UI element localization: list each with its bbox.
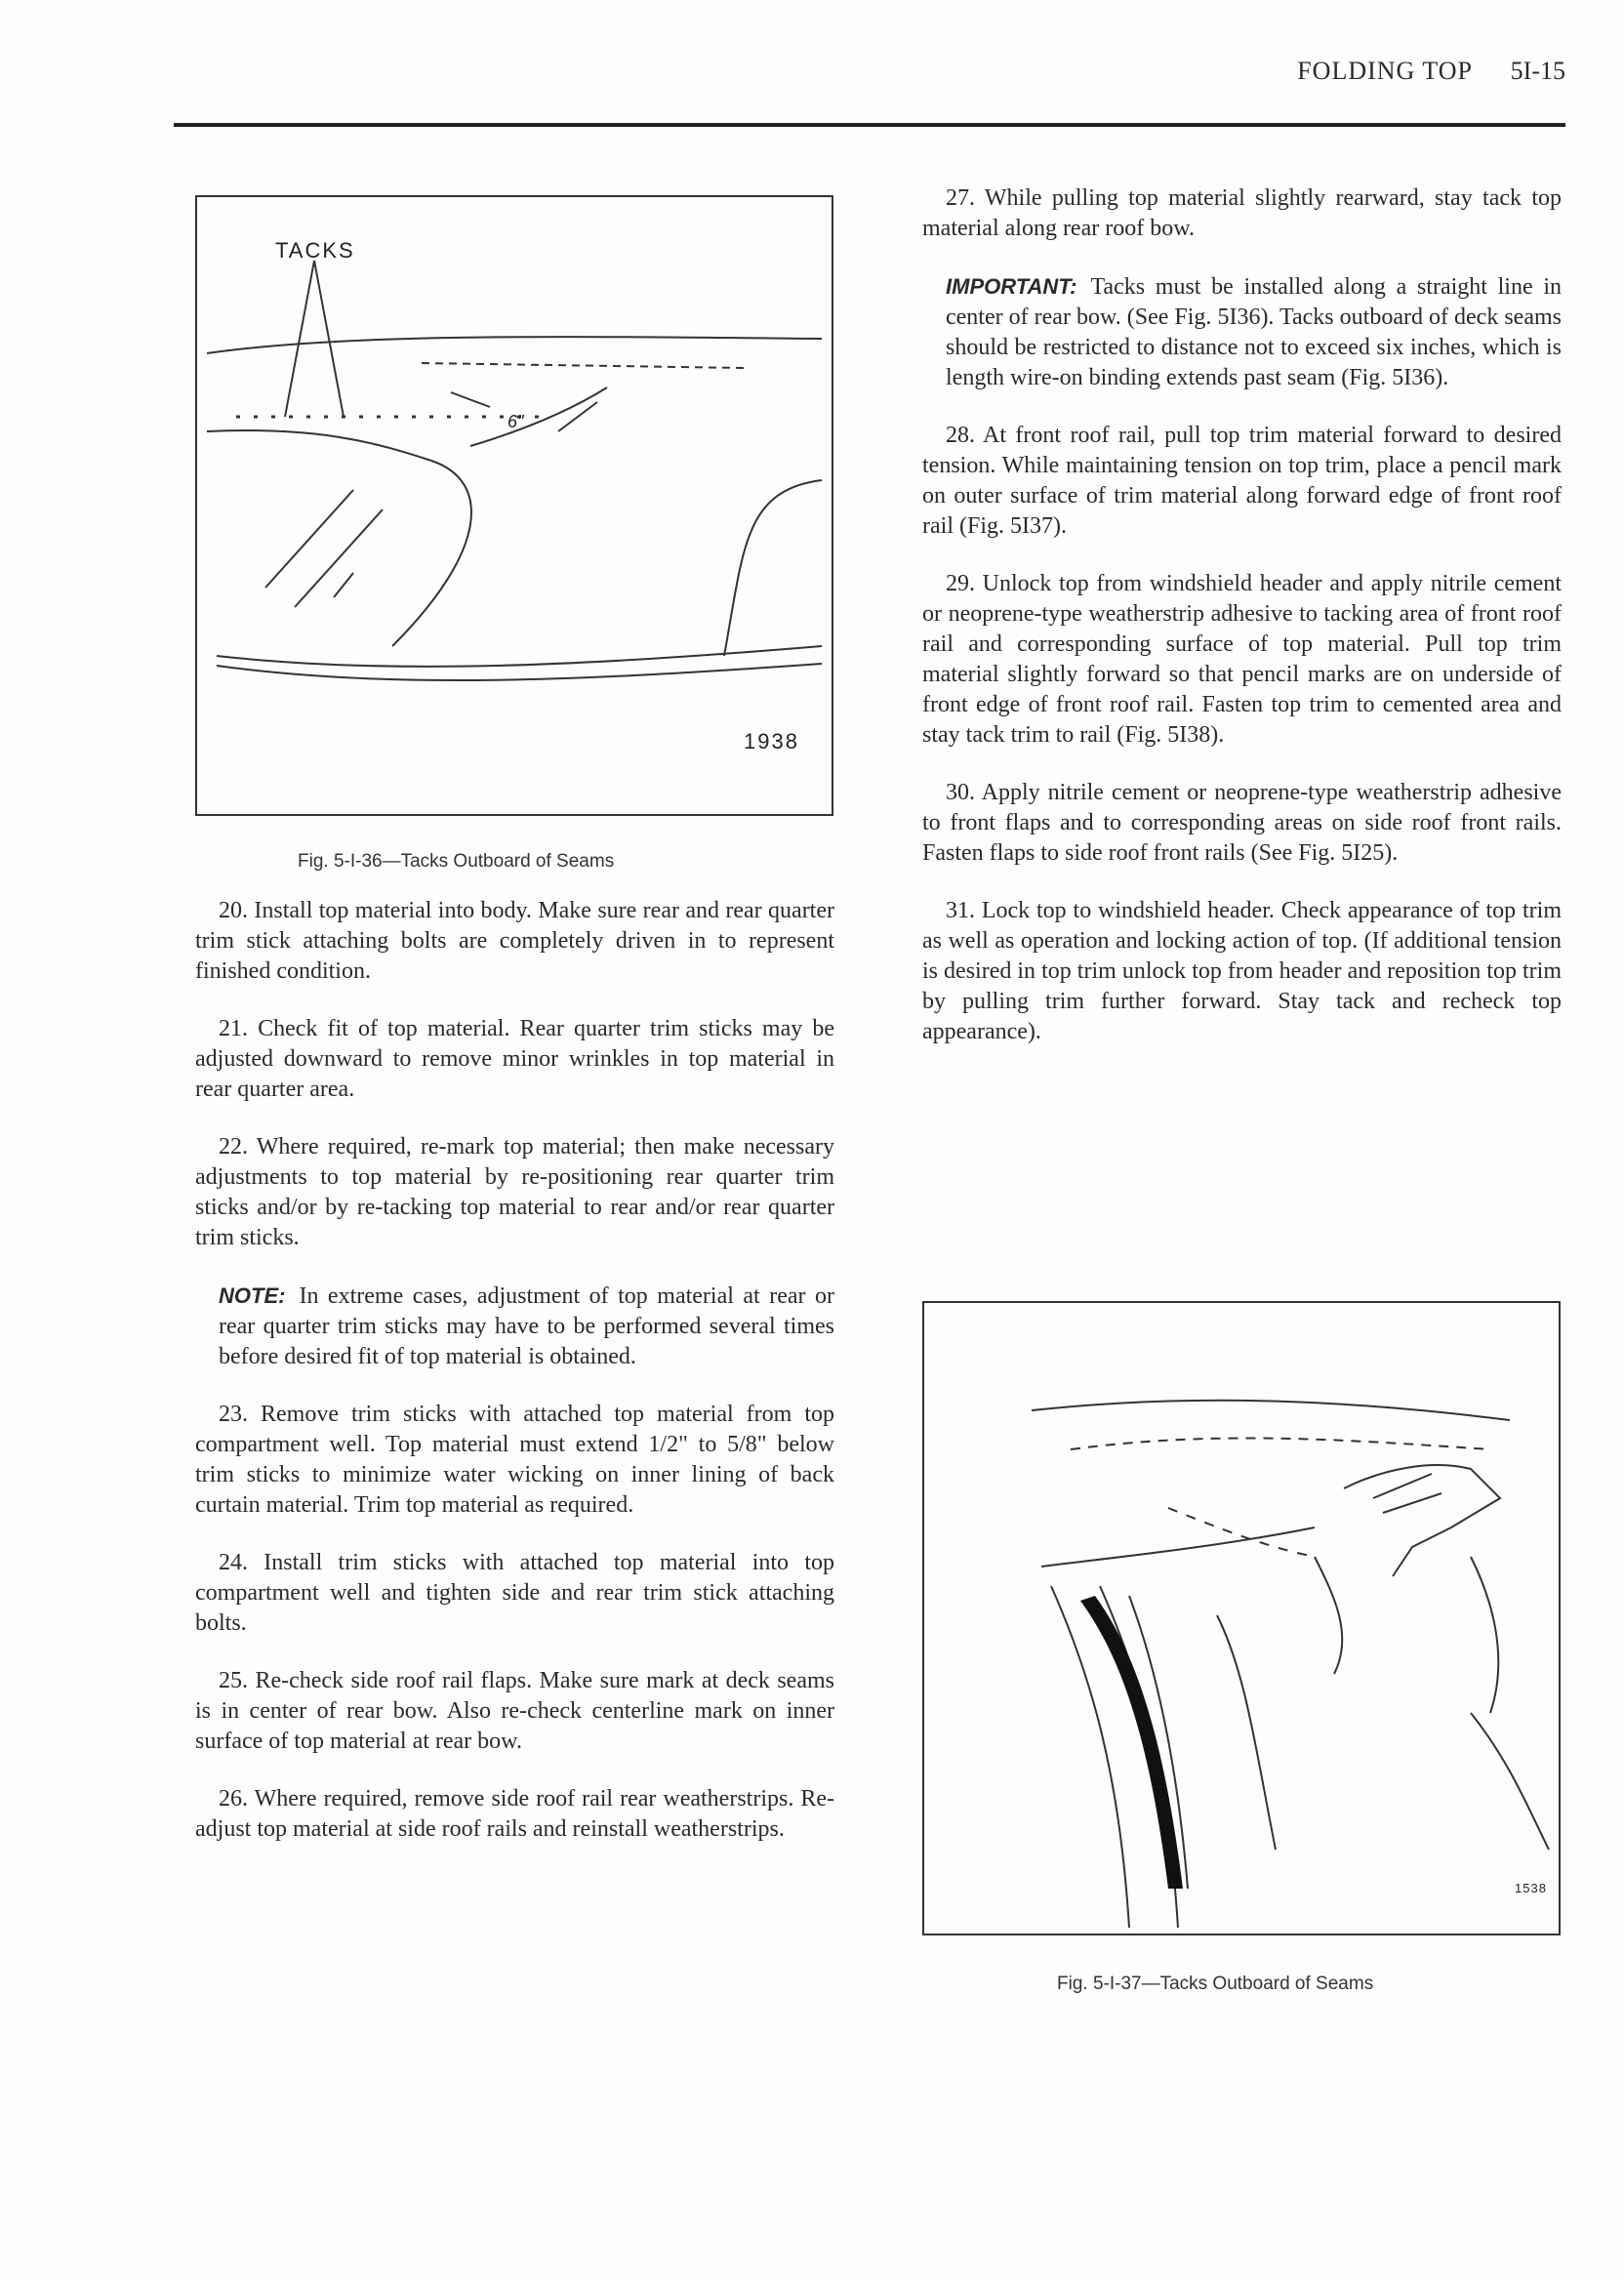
hand-finger-2: [1383, 1493, 1441, 1513]
rail-line: [217, 646, 822, 667]
hand-outline: [1344, 1465, 1500, 1576]
note-tag: NOTE:: [219, 1283, 286, 1308]
arm-line-2: [1471, 1557, 1498, 1713]
step-27: 27. While pulling top material slightly rearward, stay tack top material along rear roof bow.: [922, 185, 1562, 241]
tack-arrow-2: [314, 261, 344, 417]
figure-2-illustration: [924, 1303, 1559, 1934]
step-21: 21. Check fit of top material. Rear quarter trim sticks may be adjusted downward to remove minor wrinkles in top material in rear quarter area.: [195, 1016, 834, 1102]
step-29: 29. Unlock top from windshield header and apply nitrile cement or neoprene-type weatherstrip adhesive to tacking area of front roof rail and corresponding surface of top material. Pull top trim material slightly forward so that pencil marks are on underside of front edge of front roof rail. Fasten top trim to cemented area and stay tack trim to rail (Fig. 5I38).: [922, 571, 1562, 748]
step-30: 30. Apply nitrile cement or neoprene-type weatherstrip adhesive to front flaps and to corresponding areas on side roof front rails. Fasten flaps to side roof front rails (See Fig. 5I25).: [922, 780, 1562, 866]
step-25: 25. Re-check side roof rail flaps. Make sure mark at deck seams is in center of rear bow. Also re-check centerline mark on inner surface of top material at rear bow.: [195, 1668, 834, 1754]
figure-2-caption: Fig. 5-I-37—Tacks Outboard of Seams: [1057, 1974, 1374, 1994]
figure-1-caption: Fig. 5-I-36—Tacks Outboard of Seams: [298, 851, 615, 872]
important-block: [922, 271, 1562, 393]
header-rule: [174, 123, 1565, 127]
pillar-inner-2: [1129, 1596, 1188, 1889]
figure-1-frame: [195, 195, 833, 816]
figure-1-tacks-label: TACKS: [275, 238, 355, 263]
figure-2-frame: [922, 1301, 1561, 1935]
tack-arrow-1: [285, 261, 314, 417]
step-31: 31. Lock top to windshield header. Check appearance of top trim as well as operation and locking action of top. (If additional tension is desired in top trim unlock top from header and reposition top trim by pulling trim further forward. Stay tack and recheck top appearance).: [922, 898, 1562, 1044]
frame-top: [1041, 1527, 1315, 1567]
note-block: [195, 1281, 834, 1372]
rear-pillar: [724, 480, 822, 656]
glass-line-3: [334, 573, 353, 597]
hand-finger-1: [1373, 1474, 1432, 1498]
sleeve: [1471, 1713, 1549, 1850]
figure-1-number: 1938: [744, 729, 799, 753]
step-24: 24. Install trim sticks with attached top material into top compartment well and tighten side and rear trim stick attaching bolts.: [195, 1550, 834, 1636]
right-column: [922, 183, 1562, 1075]
important-tag: IMPORTANT:: [946, 274, 1077, 299]
roof-edge: [1032, 1401, 1510, 1420]
left-column: [195, 896, 834, 1872]
figure-1-illustration: [197, 197, 832, 814]
important-text: Tacks must be installed along a straight line in center of rear bow. (See Fig. 5I36). Tacks outboard of deck seams should be restricted to distance not to exceed six inches, which is length wire-on binding extends past seam (Fig. 5I36).: [946, 274, 1562, 390]
note-text: In extreme cases, adjustment of top material at rear or rear quarter trim sticks may have to be performed several times before desired fit of top material is obtained.: [219, 1283, 834, 1369]
step-22: 22. Where required, re-mark top material; then make necessary adjustments to top material by re-positioning rear quarter trim sticks and/or by re-tacking top material to rear and/or rear quarter trim sticks.: [195, 1134, 834, 1250]
fabric-fold-1: [1217, 1615, 1276, 1850]
step-20: 20. Install top material into body. Make sure rear and rear quarter trim stick attaching bolts are completely driven in to represent finished condition.: [195, 898, 834, 984]
step-26: 26. Where required, remove side roof rail rear weatherstrips. Re-adjust top material at side roof rails and reinstall weatherstrips.: [195, 1786, 834, 1842]
window-curve: [392, 461, 471, 646]
figure-1-dimension-label: 6": [508, 412, 524, 431]
arm-line-1: [1315, 1557, 1342, 1674]
step-23: 23. Remove trim sticks with attached top material from top compartment well. Top material must extend 1/2" to 5/8" below trim sticks to minimize water wicking on inner lining of back curtain material. Trim top material as required.: [195, 1402, 834, 1518]
page-number: 5I-15: [1510, 57, 1565, 85]
dim-arrow-left: [451, 392, 490, 407]
glass-line-1: [265, 490, 353, 588]
roof-lower-edge: [207, 430, 431, 461]
roof-edge-2: [1071, 1438, 1490, 1449]
figure-2-number: 1538: [1515, 1881, 1547, 1895]
step-28: 28. At front roof rail, pull top trim material forward to desired tension. While maintaining tension on top trim, place a pencil mark on outer surface of trim material along forward edge of front roof rail (Fig. 5I37).: [922, 423, 1562, 539]
rail-line-2: [217, 664, 822, 680]
weatherstrip-black: [1080, 1596, 1183, 1889]
dim-arrow-right: [558, 402, 597, 431]
running-header-title: FOLDING TOP: [1297, 57, 1473, 85]
seam-line: [422, 363, 744, 368]
